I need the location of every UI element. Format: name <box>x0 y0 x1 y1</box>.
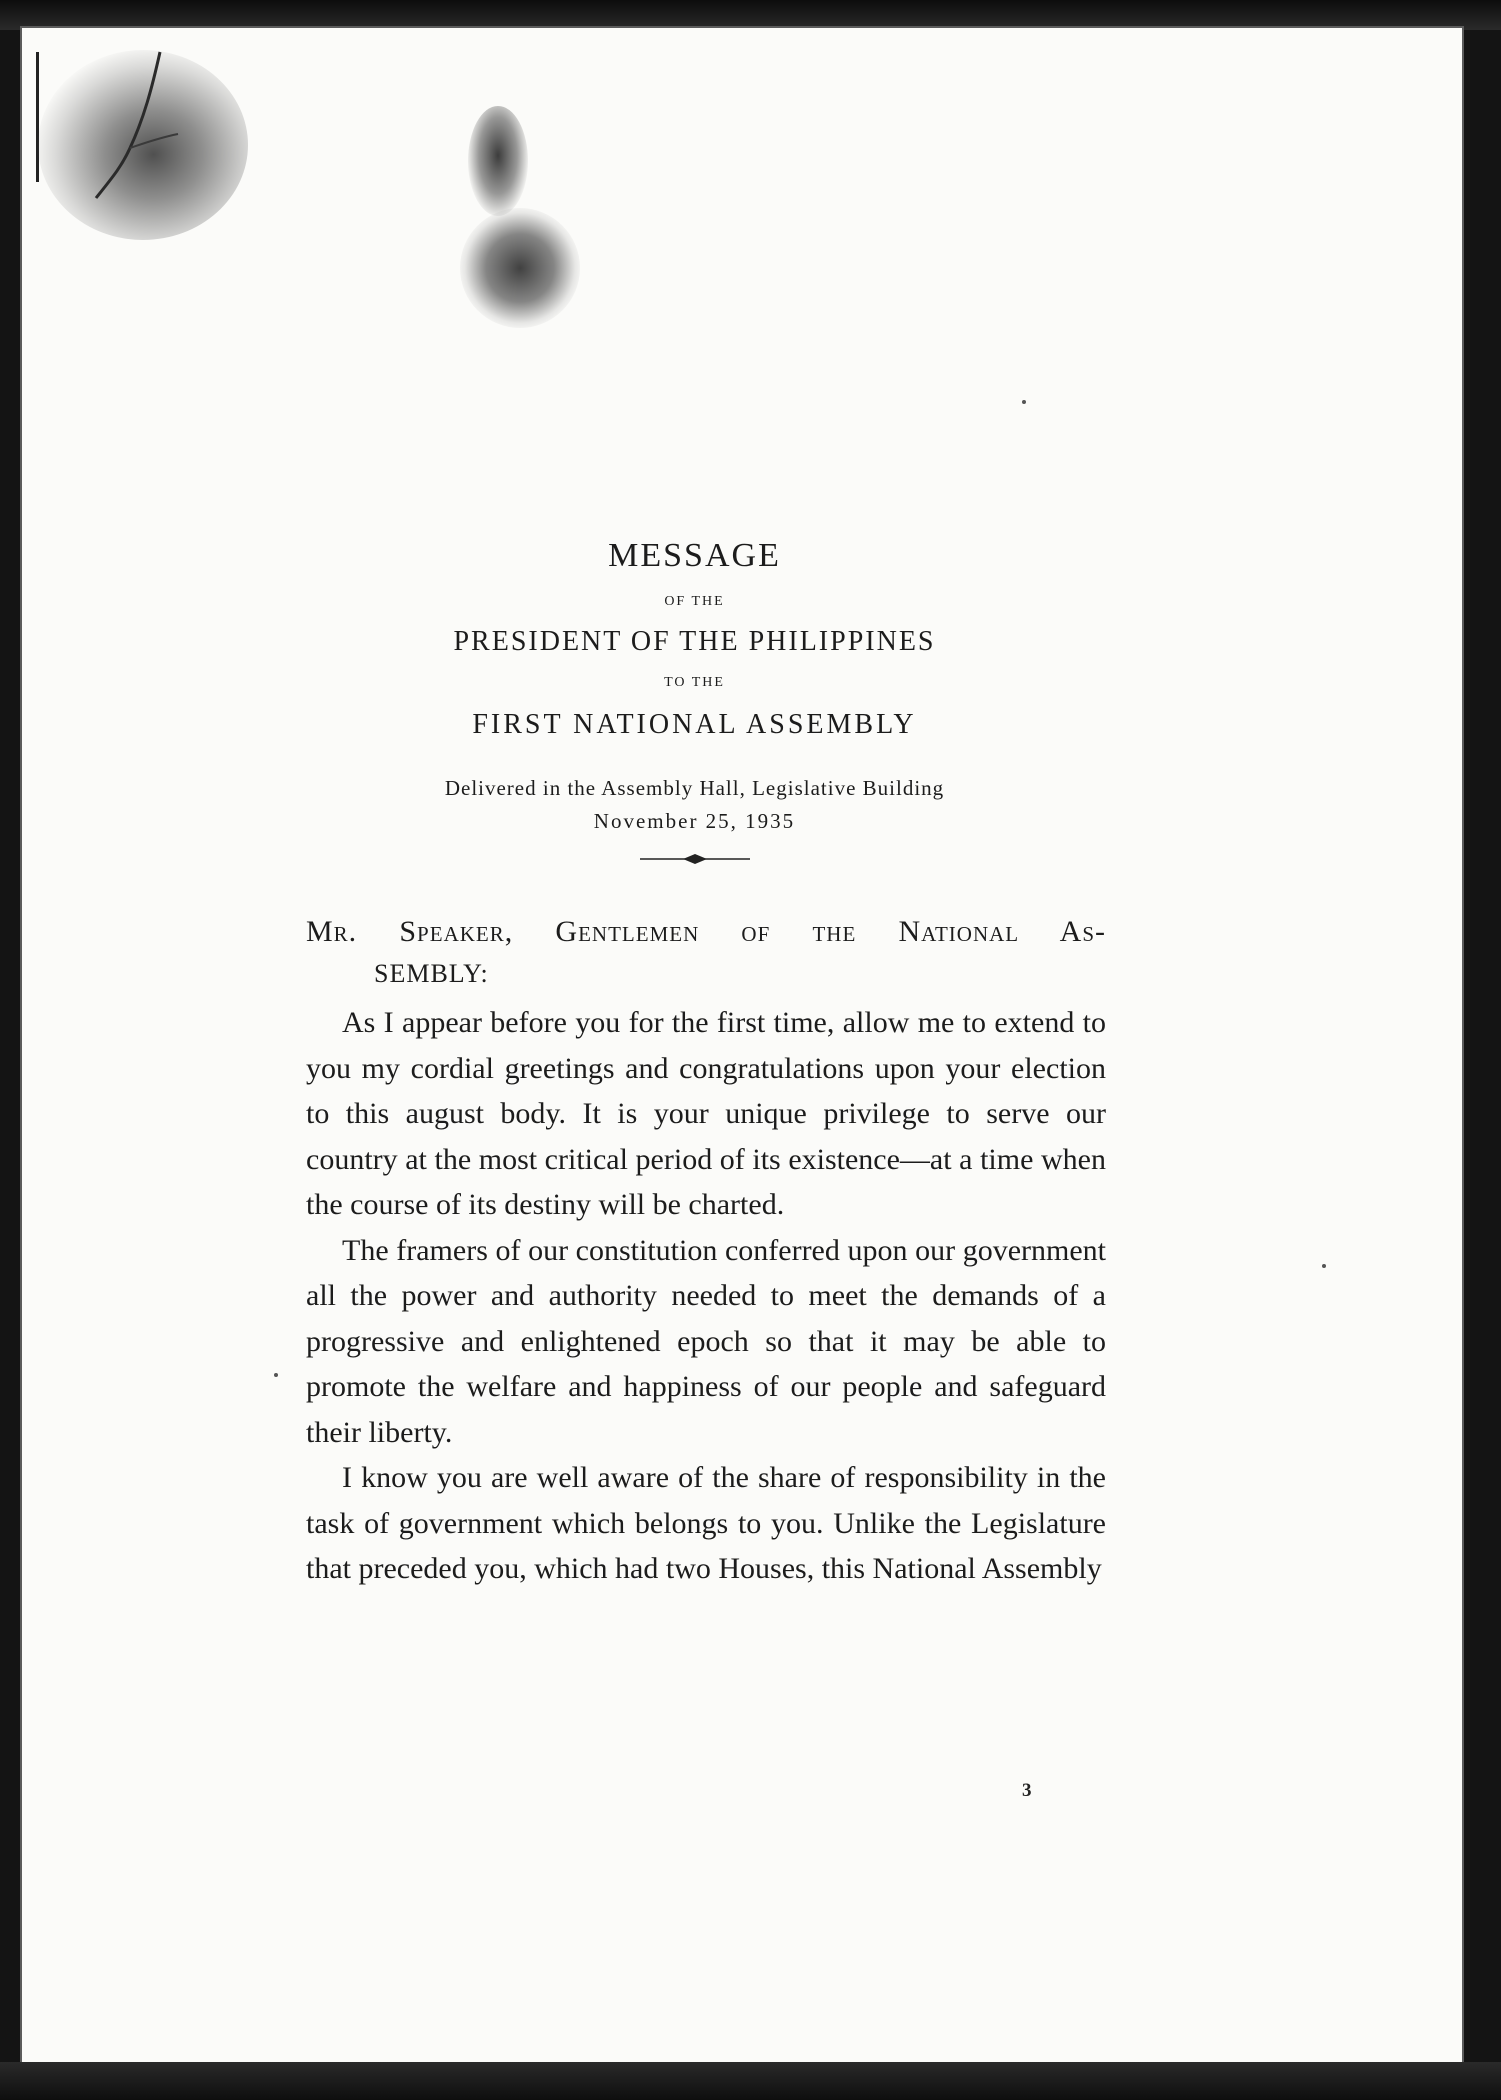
date-line: November 25, 1935 <box>593 809 796 834</box>
ink-blot-top <box>468 106 528 216</box>
page-content <box>282 508 1107 1592</box>
page-left-border <box>36 52 39 182</box>
to-the-line: TO THE <box>664 675 725 691</box>
document-page <box>22 28 1462 2062</box>
delivered-line: Delivered in the Assembly Hall, Legislative Building <box>444 775 945 800</box>
assembly-line: FIRST NATIONAL ASSEMBLY <box>472 709 917 741</box>
document-title: MESSAGE <box>608 537 781 574</box>
of-the-line: OF THE <box>664 593 725 609</box>
body-text <box>306 1000 1106 1592</box>
dust-speck <box>1022 400 1026 404</box>
title-block <box>282 536 1107 866</box>
salutation-line-1: Mr. Speaker, Gentlemen of the National As- <box>306 915 1106 949</box>
scan-edge-top <box>0 0 1501 30</box>
corner-crack-mark <box>82 48 222 208</box>
ink-blot-bottom <box>460 208 580 328</box>
president-line: PRESIDENT OF THE PHILIPPINES <box>453 625 936 657</box>
scan-edge-bottom <box>0 2062 1501 2100</box>
page-number: 3 <box>1022 1780 1032 1801</box>
divider-ornament <box>640 852 750 866</box>
salutation-line-2: SEMBLY: <box>374 959 489 989</box>
paragraph-3: I know you are well aware of the share of responsibility in the task of government which belongs to you. Unlike the Legislature that preceded you, which had two Houses, this National Assembly <box>306 1461 1106 1586</box>
paragraph-1: As I appear before you for the first time, allow me to extend to you my cordial greetings and congratulations upon your election to this august body. It is your unique privilege to serve our country at the most critical period of its existence—at a time when the course of its destiny will be charted. <box>306 1006 1106 1222</box>
paragraph-2: The framers of our constitution conferred upon our government all the power and authority needed to meet the demands of a progressive and enlightened epoch so that it may be able to promote the welfare and happiness of our people and safeguard their liberty. <box>306 1233 1106 1449</box>
dust-speck <box>1322 1264 1326 1268</box>
dust-speck <box>274 1373 278 1377</box>
